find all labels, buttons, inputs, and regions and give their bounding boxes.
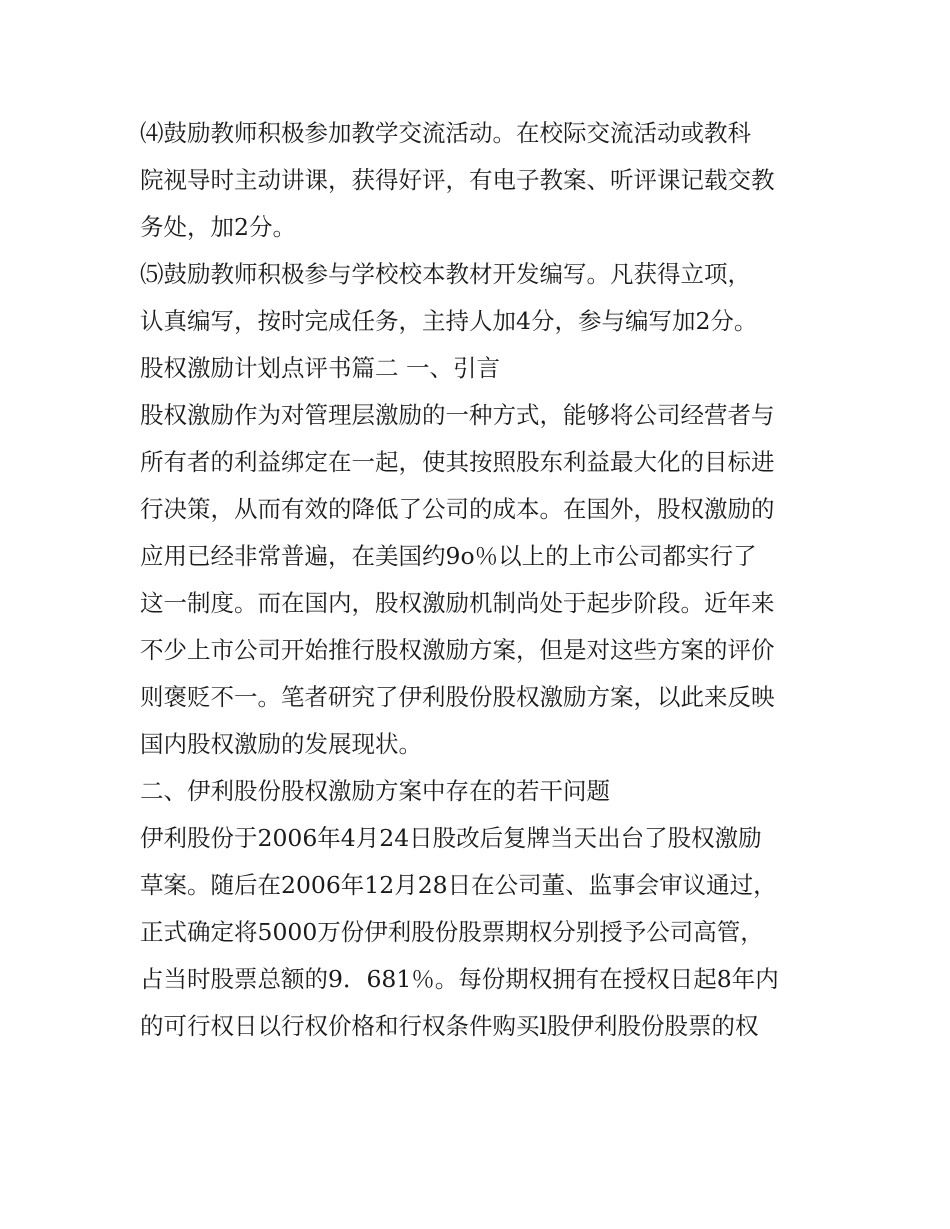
text-line: 占当时股票总额的9．681％。每份期权拥有在授权日起8年内 bbox=[140, 965, 779, 993]
text-line: 伊利股份于2006年4月24日股改后复牌当天出台了股权激励 bbox=[140, 824, 762, 852]
text-line: 行决策，从而有效的降低了公司的成本。在国外，股权激励的 bbox=[140, 495, 775, 523]
text-line: 股权激励作为对管理层激励的一种方式，能够将公司经营者与 bbox=[140, 401, 775, 429]
text-line: ⑷鼓励教师积极参加教学交流活动。在校际交流活动或教科 bbox=[140, 119, 751, 147]
section-heading: 二、伊利股份股权激励方案中存在的若干问题 bbox=[140, 777, 610, 805]
text-line: ⑸鼓励教师积极参与学校校本教材开发编写。凡获得立项， bbox=[140, 260, 751, 288]
text-line: 正式确定将5000万份伊利股份股票期权分别授予公司高管， bbox=[140, 918, 764, 946]
text-line: 认真编写，按时完成任务，主持人加4分，参与编写加2分。 bbox=[140, 307, 758, 335]
text-line: 所有者的利益绑定在一起，使其按照股东利益最大化的目标进 bbox=[140, 448, 775, 476]
text-line: 则褒贬不一。笔者研究了伊利股份股权激励方案，以此来反映 bbox=[140, 683, 775, 711]
text-line: 不少上市公司开始推行股权激励方案，但是对这些方案的评价 bbox=[140, 636, 775, 664]
text-line: 应用已经非常普遍，在美国约9o％以上的上市公司都实行了 bbox=[140, 542, 757, 570]
text-line: 务处，加2分。 bbox=[140, 213, 296, 241]
document-body bbox=[140, 110, 820, 1050]
text-line: 这一制度。而在国内，股权激励机制尚处于起步阶段。近年来 bbox=[140, 589, 775, 617]
text-line: 的可行权日以行权价格和行权条件购买l股伊利股份股票的权 bbox=[140, 1012, 759, 1040]
text-line: 草案。随后在2006年12月28日在公司董、监事会审议通过， bbox=[140, 871, 777, 899]
section-heading: 股权激励计划点评书篇二 一、引言 bbox=[140, 354, 500, 382]
text-line: 院视导时主动讲课，获得好评，有电子教案、听评课记载交教 bbox=[140, 166, 775, 194]
text-line: 国内股权激励的发展现状。 bbox=[140, 730, 422, 758]
